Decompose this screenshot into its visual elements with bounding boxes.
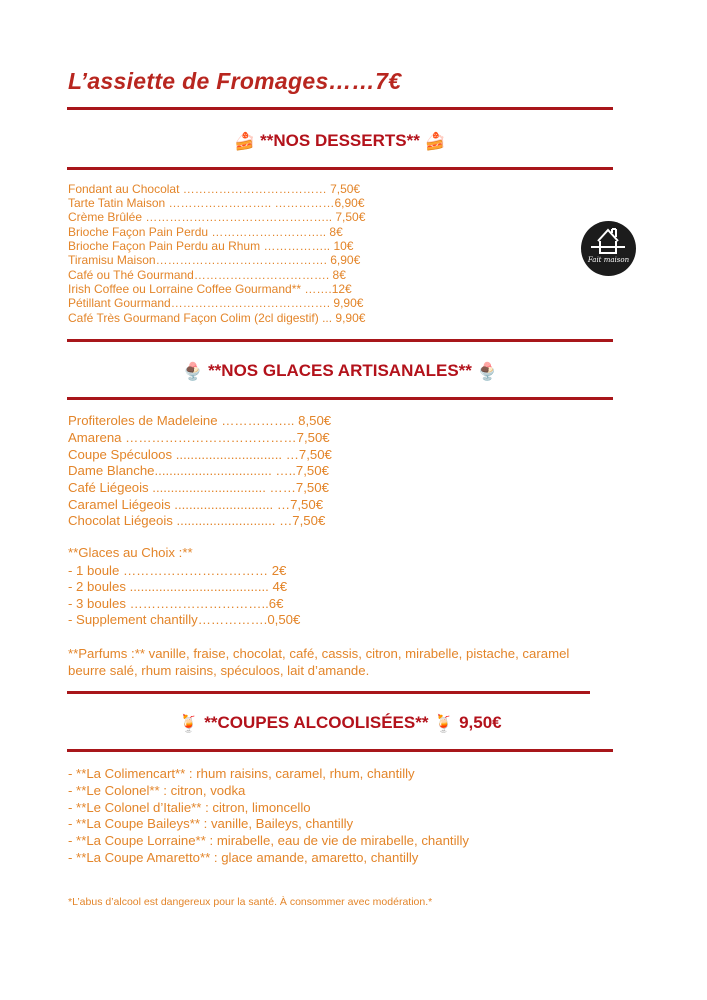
coupe-item: - **Le Colonel** : citron, vodka <box>68 783 246 798</box>
divider <box>67 107 613 110</box>
divider <box>67 167 613 170</box>
coupes-price: 9,50€ <box>459 713 502 732</box>
coupes-header <box>67 713 613 734</box>
glace-item: Amarena …………………………………7,50€ <box>68 430 330 445</box>
divider <box>67 339 613 342</box>
parfums-line: beurre salé, rhum raisins, spéculoos, lait d’amande. <box>68 663 370 678</box>
coupe-item: - **Le Colonel d’Italie** : citron, limoncello <box>68 800 311 815</box>
fait-maison-label: Fait maison <box>587 256 630 264</box>
cake-icon: 🍰 <box>234 132 256 151</box>
dessert-item: Irish Coffee ou Lorraine Coffee Gourmand** …….12€ <box>68 282 352 296</box>
glace-item: Chocolat Liégeois ........................... …7,50€ <box>68 513 326 528</box>
glaces-choix-title: **Glaces au Choix :** <box>68 545 193 560</box>
glace-item: Café Liégeois ............................... ……7,50€ <box>68 480 329 495</box>
cocktail-icon: 🍹 <box>433 714 455 733</box>
glace-item: Coupe Spéculoos ............................. …7,50€ <box>68 447 332 462</box>
coupe-item: - **La Coupe Baileys** : vanille, Baileys, chantilly <box>68 816 354 831</box>
glaces-header <box>67 361 613 382</box>
dessert-item: Brioche Façon Pain Perdu ……………………….. 8€ <box>68 225 343 239</box>
dessert-item: Tiramisu Maison……………………………………. 6,90€ <box>68 253 361 267</box>
house-icon <box>581 221 636 276</box>
dessert-item: Tarte Tatin Maison …………………….. ……………6,90€ <box>68 196 365 210</box>
coupe-item: - **La Coupe Amaretto** : glace amande, amaretto, chantilly <box>68 850 419 865</box>
cheese-plate-title: L’assiette de Fromages……7€ <box>68 68 402 94</box>
dessert-item: Fondant au Chocolat ……………………………… 7,50€ <box>68 182 361 196</box>
dessert-item: Café ou Thé Gourmand……………………………. 8€ <box>68 268 346 282</box>
coupe-item: - **La Coupe Lorraine** : mirabelle, eau de vie de mirabelle, chantilly <box>68 833 469 848</box>
ice-cream-icon: 🍨 <box>182 362 204 381</box>
glaces-title: **NOS GLACES ARTISANALES** <box>208 361 472 380</box>
desserts-title: **NOS DESSERTS** <box>260 131 420 150</box>
glace-item: Profiteroles de Madeleine …………….. 8,50€ <box>68 413 332 428</box>
glaces-choix-item: - Supplement chantilly…………….0,50€ <box>68 612 301 627</box>
divider <box>67 749 613 752</box>
cocktail-icon: 🍹 <box>178 714 200 733</box>
glaces-choix-item: - 3 boules …………………………..6€ <box>68 596 284 611</box>
divider <box>67 397 613 400</box>
divider <box>67 691 590 694</box>
desserts-header <box>67 131 613 152</box>
dessert-item: Crème Brûlée ……………………………………….. 7,50€ <box>68 210 366 224</box>
coupes-title: **COUPES ALCOOLISÉES** <box>204 713 429 732</box>
cake-icon: 🍰 <box>424 132 446 151</box>
fait-maison-logo <box>581 221 636 276</box>
alcohol-warning: *L’abus d’alcool est dangereux pour la santé. À consommer avec modération.* <box>68 896 433 908</box>
glaces-choix-item: - 1 boule …………………………… 2€ <box>68 563 287 578</box>
dessert-item: Brioche Façon Pain Perdu au Rhum …………….. 10€ <box>68 239 354 253</box>
dessert-item: Café Très Gourmand Façon Colim (2cl digestif) ... 9,90€ <box>68 311 366 325</box>
dessert-item: Pétillant Gourmand…………………………………. 9,90€ <box>68 296 364 310</box>
parfums-line: **Parfums :** vanille, fraise, chocolat, café, cassis, citron, mirabelle, pistache, caramel <box>68 646 570 661</box>
glaces-choix-item: - 2 boules ...................................... 4€ <box>68 579 288 594</box>
glace-item: Dame Blanche................................ …..7,50€ <box>68 463 329 478</box>
coupe-item: - **La Colimencart** : rhum raisins, caramel, rhum, chantilly <box>68 766 415 781</box>
glace-item: Caramel Liégeois ........................... …7,50€ <box>68 497 324 512</box>
ice-cream-icon: 🍨 <box>476 362 498 381</box>
